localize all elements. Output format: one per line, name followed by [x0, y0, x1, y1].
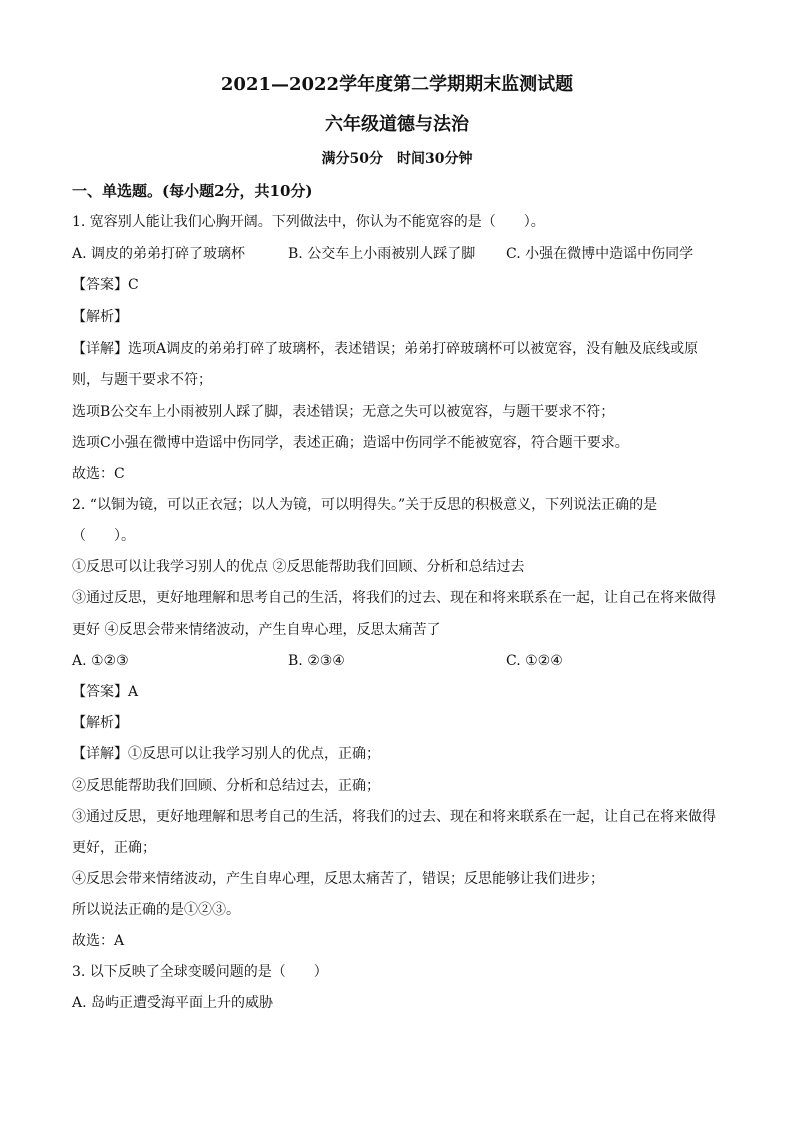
exam-info: 满分50分 时间30分钟	[321, 151, 473, 167]
question-2-option-c: C. ①②④	[506, 653, 563, 669]
question-1-analysis-label: 【解析】	[72, 309, 128, 325]
question-2-choice: 故选：A	[72, 933, 125, 949]
question-1-detail-line: 则，与题干要求不符；	[72, 372, 212, 388]
question-2-statement: 更好 ④反思会带来情绪波动，产生自卑心理，反思太痛苦了	[72, 622, 441, 638]
question-2-stem: （ ）。	[72, 528, 135, 544]
question-1-detail-line: 【详解】选项A调皮的弟弟打碎了玻璃杯，表述错误；弟弟打碎玻璃杯可以被宽容，没有触及底线或原	[72, 341, 699, 357]
question-1-stem: 1. 宽容别人能让我们心胸开阔。下列做法中，你认为不能宽容的是（ ）。	[72, 214, 545, 230]
question-1-option-a: A. 调皮的弟弟打碎了玻璃杯	[72, 246, 246, 262]
exam-subject: 六年级道德与法治	[325, 114, 469, 135]
question-2-statement: ①反思可以让我学习别人的优点 ②反思能帮助我们回顾、分析和总结过去	[72, 559, 525, 575]
question-1-option-b: B. 公交车上小雨被别人踩了脚	[288, 246, 476, 262]
question-2-detail-line: ②反思能帮助我们回顾、分析和总结过去，正确；	[72, 778, 380, 794]
question-2-statement: ③通过反思，更好地理解和思考自己的生活，将我们的过去、现在和将来联系在一起，让自己在将来做得	[72, 590, 716, 606]
question-1-option-c: C. 小强在微博中造谣中伤同学	[506, 246, 694, 262]
question-2-answer: 【答案】A	[72, 684, 139, 700]
question-2-detail-line: 更好，正确；	[72, 840, 156, 856]
question-2-detail-line: 【详解】①反思可以让我学习别人的优点，正确；	[72, 746, 380, 762]
question-2-detail-line: ③通过反思，更好地理解和思考自己的生活，将我们的过去、现在和将来联系在一起，让自己在将来做得	[72, 809, 716, 825]
question-3-option-a: A. 岛屿正遭受海平面上升的威胁	[72, 995, 274, 1011]
question-1-choice: 故选：C	[72, 466, 125, 482]
question-1-detail-line: 选项B公交车上小雨被别人踩了脚，表述错误；无意之失可以被宽容，与题干要求不符；	[72, 404, 615, 420]
question-2-analysis-label: 【解析】	[72, 715, 128, 731]
exam-title: 2021—2022学年度第二学期期末监测试题	[220, 74, 574, 95]
section-heading: 一、单选题。(每小题2分，共10分)	[72, 182, 313, 200]
question-2-detail-line: 所以说法正确的是①②③。	[72, 902, 240, 918]
question-2-detail-line: ④反思会带来情绪波动，产生自卑心理，反思太痛苦了，错误；反思能够让我们进步；	[72, 871, 604, 887]
question-2-option-a: A. ①②③	[72, 653, 129, 669]
question-1-detail-line: 选项C小强在微博中造谣中伤同学，表述正确；造谣中伤同学不能被宽容，符合题干要求。	[72, 435, 629, 451]
question-1-answer: 【答案】C	[72, 277, 139, 293]
question-3-stem: 3. 以下反映了全球变暖问题的是（ ）	[72, 964, 328, 980]
question-2-option-b: B. ②③④	[288, 653, 345, 669]
question-2-stem: 2. “以铜为镜，可以正衣冠；以人为镜，可以明得失。”关于反思的积极意义，下列说法正确的是	[72, 497, 658, 513]
